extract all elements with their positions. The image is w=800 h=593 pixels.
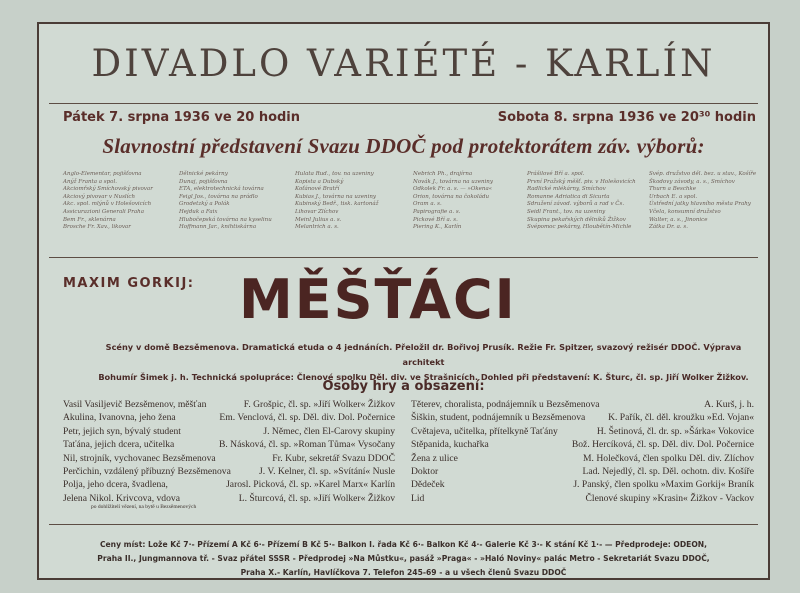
cast-actor: M. Holečková, člen spolku Děl. div. Zlíchov (583, 452, 754, 464)
cast-actor: Bož. Hercíková, čl. sp. Děl. div. Dol. Počernice (571, 439, 754, 451)
sponsor-name: Zátka Dr. a. s. (649, 224, 688, 231)
cast-right (411, 398, 754, 505)
sponsor-name: Škodovy závody, a. s., Smíchov (649, 178, 735, 185)
cast-row (63, 478, 395, 491)
cast-row (63, 425, 395, 438)
sponsor-name: Kubias J., továrna na uzeniny (295, 193, 377, 200)
sponsor-name: Koťánové Bratří (295, 186, 340, 193)
cast-role: Žena z ulice (411, 452, 458, 464)
cast-row (63, 465, 395, 478)
cast-note: po dohlížitelí vězení, na bytě u Bezsěmenových (91, 504, 197, 510)
cast-role: Vasil Vasiljevič Bezsěmenov, měšťan (63, 399, 207, 410)
cast-actor: Em. Venclová, čl. sp. Děl. div. Dol. Počernice (219, 412, 395, 424)
sponsor-name: Oram a. s. (413, 201, 442, 208)
sponsor-name: Odkolek Fr. a. s. — »Okena« (413, 186, 493, 193)
cast-role: Lid (411, 492, 425, 504)
sponsor-name: Papirografie a. s. (413, 208, 461, 215)
sponsor-name: Prášilové Bří a. spol. (527, 171, 585, 177)
sponsor-name: Hoffmann Jar., knihtiskárna (179, 224, 257, 231)
ticket-line: Praha II., Jungmannova tř. - Svaz přátel SSSR - Předprodej »Na Můstku«, pasáž »Praga« - »Haló Noviny« palác Metro - Sekretariát Svazu DDOČ, (97, 554, 710, 563)
cast-row (411, 425, 754, 438)
sponsor-name: Včela, konsumní družstvo (649, 208, 721, 215)
sponsor-name: Akc. spol. mlýnů v Holešovicích (63, 201, 152, 208)
cast-row (63, 411, 395, 424)
cast-role: Doktor (411, 465, 439, 477)
sponsor-name: Skupina pekařských dělníků Žižkov (527, 216, 626, 223)
cast-actor: J. Němec, člen El-Carovy skupiny (263, 425, 395, 437)
cast-actor: J. Panský, člen spolku »Maxim Gorkij« Braník (573, 479, 754, 491)
ticket-line: Praha X.- Karlín, Havlíčkova 7. Telefon 245-69 - a u všech členů Svazu DDOČ (240, 568, 567, 577)
sponsor-name: Bem Fr., sklenárna (63, 216, 116, 223)
date-right: Sobota 8. srpna 1936 ve 20³⁰ hodin (497, 110, 756, 125)
cast-role: Jelena Nikol. Krivcova, vdova (63, 492, 180, 504)
cast-row (411, 478, 754, 491)
cast-role: Stěpanida, kuchařka (411, 439, 489, 451)
sponsor-name: Dunaj, pojišťovna (179, 178, 228, 185)
sponsor-name: Lihovar Zlíchov (295, 208, 339, 215)
sponsor-name: Hulata Rud., tov. na uzeniny (295, 171, 374, 177)
cast-row (411, 465, 754, 478)
cast-actor: H. Šetinová, čl. dr. sp. »Šárka« Vokovice (596, 425, 754, 437)
cast-heading: Osoby hry a obsazení: (322, 379, 485, 394)
cast-row (411, 438, 754, 451)
sponsor-name: Akciomřský Smíchovský pivovar (63, 186, 153, 193)
cast-actor: F. Grošpic, čl. sp. »Jiří Wolker« Žižkov (243, 399, 395, 410)
sponsor-rule (49, 257, 758, 258)
sponsor-name: Svépomoc pekárny, Hloubětín-Michle (527, 224, 632, 231)
cast-actor: Lad. Nejedlý, čl. sp. Děl. ochotn. div. Košíře (582, 465, 754, 477)
sponsor-column (63, 171, 153, 232)
cast-role: Perčichin, vzdálený příbuzný Bezsěmenova (63, 465, 231, 477)
ticket-line: Ceny míst: Lože Kč 7·- Přízemí A Kč 6·- Přízemí B Kč 5·- Balkon I. řada Kč 6·- Balkon Kč 4·- Galerie Kč 3·- K stání Kč 1·- — Předprodeje: ODEON, (99, 540, 708, 549)
play-title: MĚŠŤÁCI (239, 268, 517, 331)
sponsor-name: Svép. družstvo děl. bez. u stav., Košíře (649, 171, 757, 177)
poster (37, 22, 770, 580)
sponsor-name: Ústřední jatky hlavního města Prahy (649, 201, 751, 208)
cast-actor: K. Pařík, čl. děl. kroužku »Ed. Vojan« (608, 412, 754, 424)
ticket-info (49, 538, 758, 580)
credits-line: Bohumír Šimek j. h. Technická spolupráce: Členové spolku Děl. div. ve Strašnicích. Dohled při představení: K. Šturc, čl. sp. Jiří Wolker Žižkov. (98, 372, 749, 382)
footer-rule (49, 524, 758, 525)
cast-role: Akulina, Ivanovna, jeho žena (63, 412, 176, 424)
sponsor-name: Anýž Franta a spol. (63, 178, 117, 185)
cast-row (411, 492, 754, 505)
sponsor-list (49, 171, 761, 253)
sponsor-column (413, 171, 493, 232)
sponsor-name: Brosche Fr. Xav., likovar (63, 224, 131, 231)
sponsor-name: Assicurazioni Generali Praha (63, 208, 144, 215)
sponsor-name: Thurn a Beschke (649, 186, 697, 193)
cast-role: Petr, jejich syn, bývalý student (63, 425, 181, 437)
sponsor-name: Orion, továrna na čokoládu (413, 193, 490, 200)
cast-role: Těterev, choralista, podnájemník u Bezsěmenova (411, 399, 600, 410)
author: MAXIM GORKIJ: (63, 276, 195, 291)
sponsor-name: Romanne Adriatica di Sicurta (527, 193, 610, 200)
cast-row (411, 398, 754, 411)
sponsor-name: Radlické mlékárny, Smíchov (527, 186, 606, 193)
sponsor-name: Nebrich Ph., drajírna (413, 171, 473, 177)
sponsor-name: První Pražský měšť. piv. v Holešovicích (527, 178, 636, 185)
header-rule (49, 103, 758, 104)
credits-line: Scény v domě Bezsěmenova. Dramatická etuda o 4 jednáních. Přeložil dr. Bořivoj Prusík. Režie Fr. Spitzer, svazový režisér DDOČ. Výprava architekt (105, 342, 742, 367)
sponsor-column (649, 171, 756, 232)
cast-left (63, 398, 395, 505)
sponsor-name: Piering K., Karlín (413, 224, 462, 231)
gala-subtitle: Slavnostní představení Svazu DDOČ pod protektorátem záv. výborů: (102, 134, 705, 158)
sponsor-name: Melantrich a. s. (295, 224, 339, 231)
sponsor-name: Seidl Frant., tov. na uzeniny (527, 208, 606, 215)
cast-actor: A. Kurš, j. h. (704, 399, 754, 410)
sponsor-name: Akciový pivovar v Nuslích (63, 193, 136, 200)
sponsor-name: Urbach E. a spol. (649, 193, 698, 200)
sponsor-column (179, 171, 272, 232)
sponsor-name: Anglo-Elementar, pojišťovna (63, 171, 142, 177)
sponsor-name: Kopista a Dubský (295, 178, 344, 185)
cast-role: Šiškin, student, podnájemník u Bezsěmenova (411, 412, 586, 424)
cast-role: Taťána, jejich dcera, učitelka (63, 439, 175, 451)
cast-role: Cvětajeva, učitelka, přítelkyně Taťány (411, 425, 558, 437)
sponsor-column (295, 171, 379, 232)
sponsor-column (527, 171, 636, 232)
date-left: Pátek 7. srpna 1936 ve 20 hodin (63, 110, 301, 125)
cast-row (63, 438, 395, 451)
sponsor-name: Grodetzký a Polák (179, 201, 230, 208)
sponsor-name: Feigl Jos., továrna na prádlo (179, 193, 258, 200)
sponsor-name: Hlubočepská továrna na kyselinu (179, 216, 272, 223)
cast-row (63, 452, 395, 465)
cast-row (63, 398, 395, 411)
sponsor-name: Kubinský Bedř., tisk. kartonáž (295, 201, 379, 208)
sponsor-name: Hejduk a Faix (179, 208, 218, 215)
sponsor-name: Dělnické pekárny (179, 171, 228, 177)
cast-actor: Členové skupiny »Krasin« Žižkov - Vackov (585, 492, 754, 504)
cast-role: Polja, jeho dcera, švadlena, (63, 479, 168, 491)
sponsor-name: Pickové Bří a. s. (413, 216, 458, 223)
cast-role: Nil, strojník, vychovanec Bezsěmenova (63, 452, 216, 464)
theatre-title: DIVADLO VARIÉTÉ - KARLÍN (91, 42, 716, 85)
sponsor-name: Sdružení závod. výborů a rad v Čs. (527, 201, 625, 208)
cast-actor: B. Násková, čl. sp. »Roman Tůma« Vysočany (218, 439, 395, 451)
cast-row (411, 452, 754, 465)
sponsor-name: Meinl Julius a. s. (295, 216, 342, 223)
cast-row (411, 411, 754, 424)
sponsor-name: ETA, elektrotechnická továrna (179, 186, 264, 193)
cast-actor: J. V. Kelner, čl. sp. »Svítání« Nusle (259, 465, 395, 477)
cast-actor: L. Šturcová, čl. sp. »Jiří Wolker« Žižkov (238, 492, 395, 504)
cast-actor: Fr. Kubr, sekretář Svazu DDOČ (272, 452, 395, 464)
sponsor-name: Novák J., továrna na uzeniny (413, 178, 493, 185)
cast-role: Dědeček (411, 479, 445, 491)
sponsor-name: Walter, a. s., Jinonice (649, 216, 708, 223)
cast-actor: Jarosl. Picková, čl. sp. »Karel Marx« Karlín (226, 479, 395, 491)
